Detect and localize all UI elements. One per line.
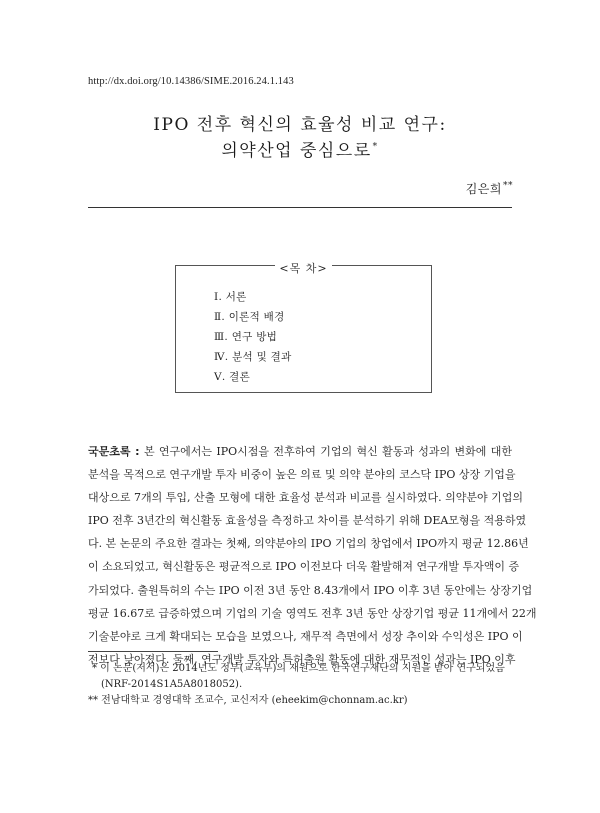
paper-title-line-2-text: 의약산업 중심으로 — [221, 141, 372, 161]
abstract-line: IPO 전후 3년간의 혁신활동 효율성을 측정하고 차이를 분석하기 위해 DEA모형을 적용하였 — [88, 514, 527, 528]
footnote-divider — [88, 651, 218, 652]
table-of-contents — [175, 262, 432, 393]
toc-title — [176, 257, 431, 276]
toc-item-4: Ⅳ. 분석 및 결과 — [214, 351, 292, 363]
doi-link[interactable]: http://dx.doi.org/10.14386/SIME.2016.24.1.143 — [88, 76, 294, 87]
author — [466, 180, 513, 197]
abstract-line: 평균 16.67로 급증하였으며 기업의 기술 영역도 전후 3년 동안 상장기업 평균 11개에서 22개 — [88, 606, 537, 620]
abstract-line-text: 본 연구에서는 IPO시점을 전후하여 기업의 혁신 활동과 성과의 변화에 대한 — [143, 445, 513, 458]
footnote-2: ** 전남대학교 경영대학 조교수, 교신저자 (eheekim@chonnam.ac.kr) — [88, 695, 408, 706]
abstract-line: 대상으로 7개의 투입, 산출 모형에 대한 효율성 분석과 비교를 실시하였다. 의약분야 기업의 — [88, 491, 523, 505]
paper-title-line-1: IPO 전후 혁신의 효율성 비교 연구: — [153, 115, 447, 135]
abstract-line: 다. 본 논문의 주요한 결과는 첫째, 의약분야의 IPO 기업의 창업에서 IPO까지 평균 12.86년 — [88, 537, 529, 551]
abstract-line: 이 소요되었고, 혁신활동은 평균적으로 IPO 이전보다 더욱 활발해져 연구개발 투자액이 증 — [88, 560, 520, 574]
header-divider — [88, 207, 512, 208]
abstract-line: 기술분야로 크게 확대되는 모습을 보였으나, 재무적 측면에서 성장 추이와 수익성은 IPO 이 — [88, 629, 523, 643]
abstract-line: 분석을 목적으로 연구개발 투자 비중이 높은 의료 및 의약 분야의 코스닥 IPO 상장 기업을 — [88, 468, 516, 482]
toc-item-5: Ⅴ. 결론 — [214, 371, 251, 383]
abstract-line: 가되었다. 출원특허의 수는 IPO 이전 3년 동안 8.43개에서 IPO 이후 3년 동안에는 상장기업 — [88, 583, 533, 597]
footnote-1-continued: (NRF-2014S1A5A8018052). — [101, 679, 243, 690]
toc-item-2: Ⅱ. 이론적 배경 — [214, 311, 285, 323]
abstract-line: 전보다 낮아졌다. 둘째, 연구개발 투자와 특허출원 활동에 대한 재무적인 성과는 IPO 이후 — [88, 652, 516, 666]
footnote-1: * 이 논문(저서)은 2014년도 정부(교육부)의 재원으로 한국연구재단의 지원을 받아 연구되었음 — [92, 663, 505, 674]
toc-item-1: Ⅰ. 서론 — [214, 291, 247, 303]
abstract-label: 국문초록 : — [88, 445, 140, 458]
korean-abstract — [88, 440, 537, 671]
paper-title-line-2 — [0, 136, 600, 161]
toc-item-3: Ⅲ. 연구 방법 — [214, 331, 278, 343]
abstract-line — [88, 440, 512, 463]
title-footnote-mark: * — [372, 142, 379, 153]
author-footnote-mark: ** — [503, 181, 513, 191]
toc-title-text: <목 차> — [275, 262, 331, 275]
author-name: 김은희 — [465, 182, 502, 196]
